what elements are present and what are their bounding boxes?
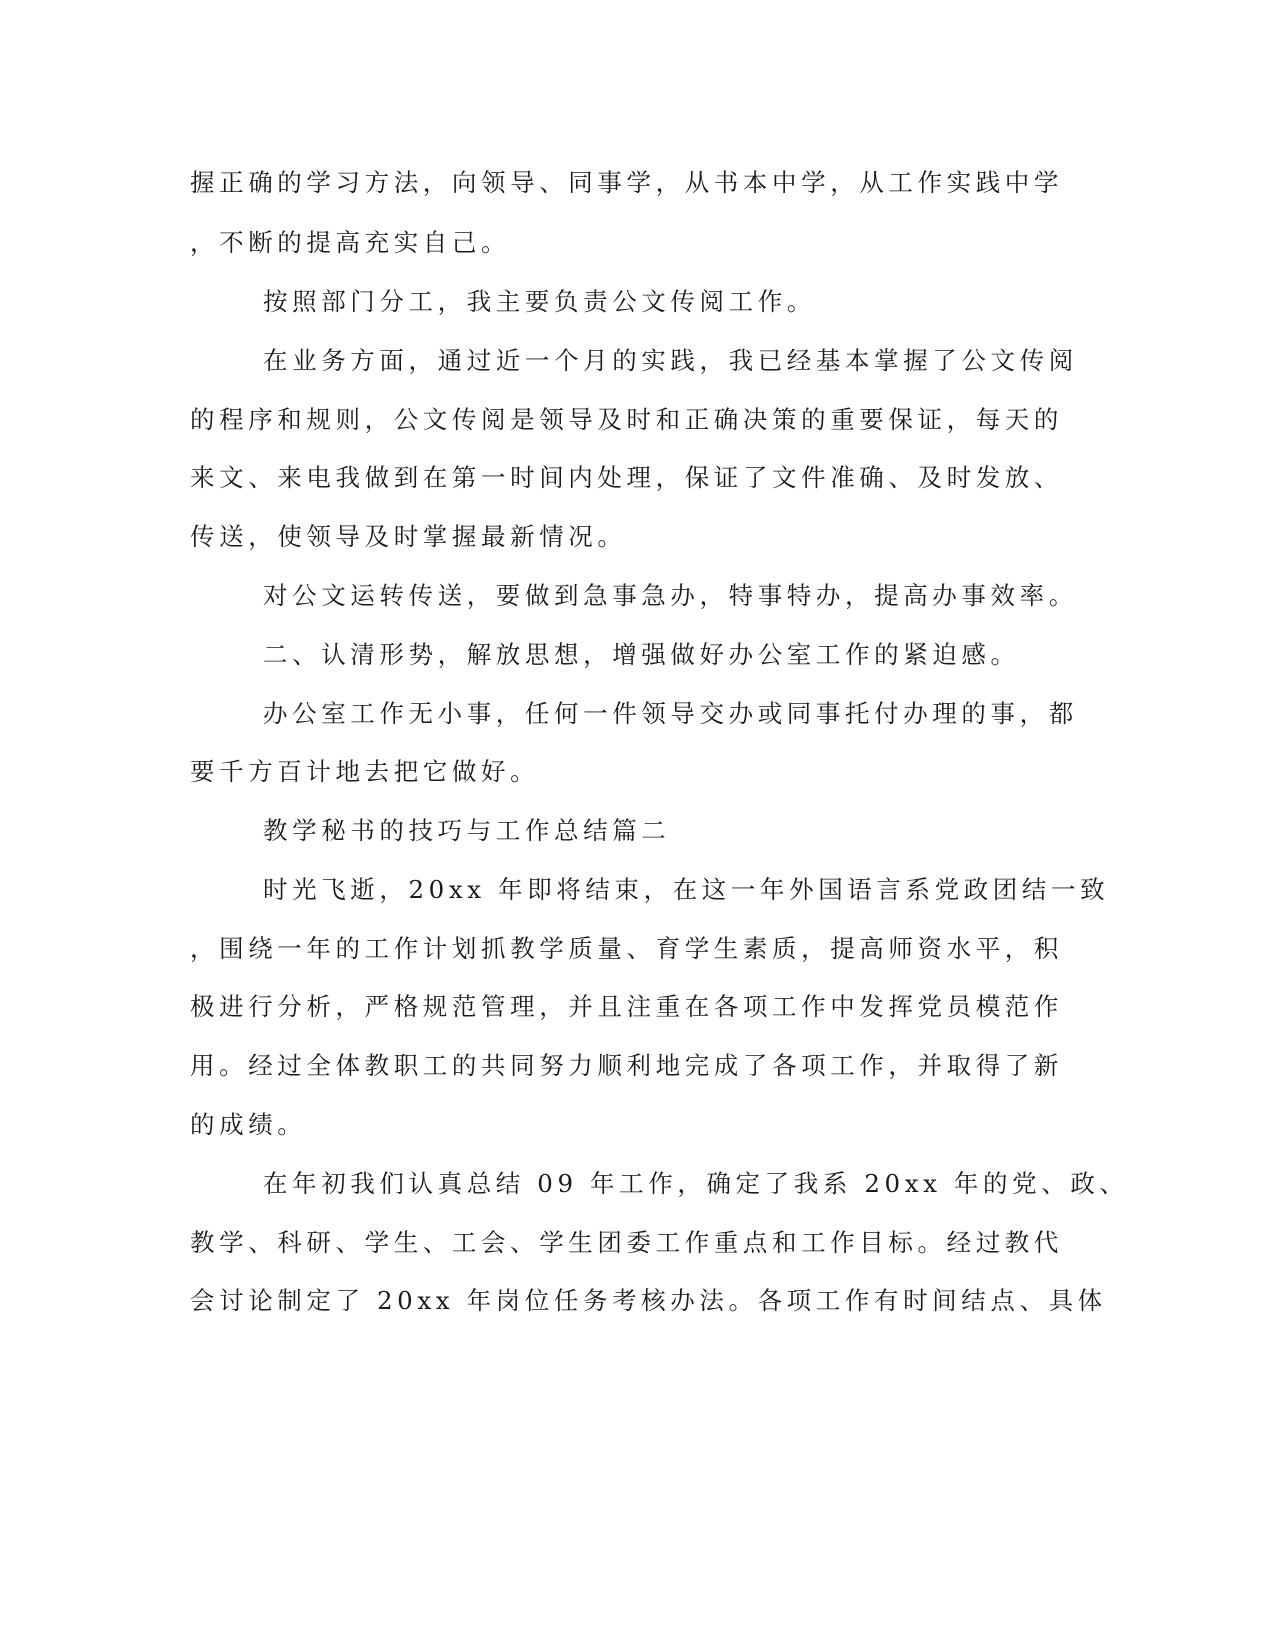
section-heading: 二、认清形势，解放思想，增强做好办公室工作的紧迫感。 — [263, 640, 1020, 669]
text-line: 教学、科研、学生、工会、学生团委工作重点和工作目标。经过教代 — [190, 1228, 1063, 1257]
text-line: 极进行分析，严格规范管理，并且注重在各项工作中发挥党员模范作 — [190, 992, 1063, 1021]
text-line: 来文、来电我做到在第一时间内处理，保证了文件准确、及时发放、 — [190, 463, 1063, 492]
text-line: 的程序和规则，公文传阅是领导及时和正确决策的重要保证，每天的 — [190, 405, 1063, 434]
text-line: ，不断的提高充实自己。 — [190, 228, 511, 257]
text-line: 用。经过全体教职工的共同努力顺利地完成了各项工作，并取得了新 — [190, 1051, 1063, 1080]
text-line: 传送，使领导及时掌握最新情况。 — [190, 522, 627, 551]
text-line: ，围绕一年的工作计划抓教学质量、育学生素质，提高师资水平，积 — [190, 934, 1063, 963]
text-line: 在业务方面，通过近一个月的实践，我已经基本掌握了公文传阅 — [263, 346, 1078, 375]
text-line: 在年初我们认真总结 09 年工作，确定了我系 20xx 年的党、政、 — [263, 1169, 1129, 1198]
text-line: 办公室工作无小事，任何一件领导交办或同事托付办理的事，都 — [263, 699, 1078, 728]
text-line: 要千方百计地去把它做好。 — [190, 757, 540, 786]
text-line: 对公文运转传送，要做到急事急办，特事特办，提高办事效率。 — [263, 581, 1078, 610]
text-line: 会讨论制定了 20xx 年岗位任务考核办法。各项工作有时间结点、具体 — [190, 1286, 1107, 1315]
text-line: 握正确的学习方法，向领导、同事学，从书本中学，从工作实践中学 — [190, 168, 1063, 197]
text-line: 的成绩。 — [190, 1110, 307, 1139]
article-title: 教学秘书的技巧与工作总结篇二 — [263, 816, 671, 845]
text-line: 按照部门分工，我主要负责公文传阅工作。 — [263, 287, 816, 316]
text-line: 时光飞逝，20xx 年即将结束，在这一年外国语言系党政团结一致 — [263, 875, 1110, 904]
